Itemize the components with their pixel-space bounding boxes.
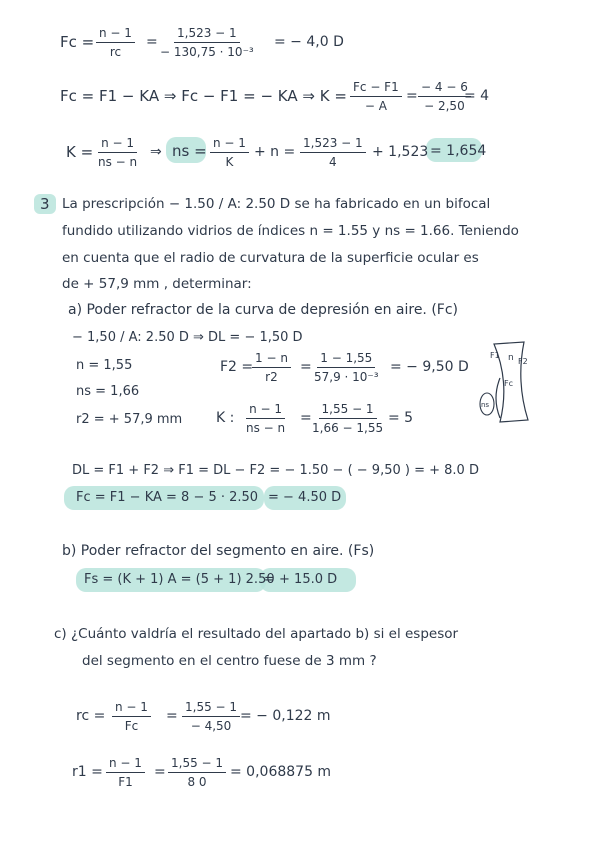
fraction-numerator: Fc − F1 <box>350 80 402 97</box>
part-a-r2: r2 = + 57,9 mm <box>76 412 183 427</box>
rc-fraction-2 <box>182 700 240 733</box>
fc-result: = − 4.50 D <box>268 490 342 505</box>
line3-ns: ns = <box>172 142 207 160</box>
part-a-n: n = 1,55 <box>76 358 133 373</box>
rc-lhs: rc = <box>76 708 106 724</box>
fraction-numerator: 1 − 1,55 <box>317 351 375 368</box>
line2-result: = 4 <box>464 88 490 104</box>
diagram-f2: F2 <box>518 357 528 366</box>
f2-equals: = <box>300 359 312 375</box>
rc-result: = − 0,122 m <box>240 708 331 724</box>
f2-lhs: F2 = <box>220 359 254 375</box>
r1-fraction-1 <box>106 756 145 789</box>
line1-lhs: Fc = <box>60 33 95 51</box>
fraction-denominator: 57,9 · 10⁻³ <box>314 370 379 384</box>
rc-equals: = <box>166 708 178 724</box>
fraction-denominator: − 130,75 · 10⁻³ <box>160 45 254 59</box>
fs-result: = + 15.0 D <box>264 572 338 587</box>
line2-fraction-1 <box>350 80 402 113</box>
fraction-denominator: K <box>225 155 234 169</box>
part-b-title: b) Poder refractor del segmento en aire. (Fs) <box>62 543 375 559</box>
fraction-denominator: 4 <box>329 155 337 169</box>
fraction-denominator: F1 <box>118 775 133 789</box>
fraction-numerator: n − 1 <box>96 26 135 43</box>
fraction-denominator: 8 0 <box>187 775 207 789</box>
f2-result: = − 9,50 D <box>390 359 469 375</box>
dl-line: DL = F1 + F2 ⇒ F1 = DL − F2 = − 1.50 − ( − 9,50 ) = + 8.0 D <box>72 463 479 478</box>
r1-lhs: r1 = <box>72 764 103 780</box>
part-c-title: c) ¿Cuánto valdría el resultado del apartado b) si el espesor <box>54 626 459 642</box>
line3-fraction-3 <box>300 136 366 169</box>
fraction-denominator: rc <box>109 45 122 59</box>
r1-result: = 0,068875 m <box>230 764 332 780</box>
fraction-denominator: 1,66 − 1,55 <box>312 421 384 435</box>
fraction-numerator: 1,523 − 1 <box>174 26 240 43</box>
k-equals: = <box>300 410 312 426</box>
r1-fraction-2 <box>168 756 226 789</box>
line1-fraction-2 <box>160 26 254 59</box>
part-a-ns: ns = 1,66 <box>76 384 140 399</box>
problem-line-1: La prescripción − 1.50 / A: 2.50 D se ha fabricado en un bifocal <box>62 196 491 212</box>
part-a-title: a) Poder refractor de la curva de depresión en aire. (Fc) <box>68 302 459 318</box>
fraction-numerator: n − 1 <box>246 402 285 419</box>
line2-derivation: Fc = F1 − KA ⇒ Fc − F1 = − KA ⇒ K = <box>60 87 347 105</box>
fraction-numerator: 1 − n <box>252 351 291 368</box>
line2-equals: = <box>406 88 418 104</box>
line1-equals: = <box>146 34 158 50</box>
f2-fraction-1 <box>252 351 291 384</box>
segment-outline <box>496 378 500 418</box>
k-fraction-1 <box>246 402 285 435</box>
fraction-denominator: − 4,50 <box>190 719 232 733</box>
fraction-numerator: n − 1 <box>98 136 137 153</box>
diagram-fc: Fc <box>504 379 513 388</box>
fraction-denominator: − 2,50 <box>424 99 465 113</box>
line2-fraction-2 <box>418 80 471 113</box>
fraction-numerator: 1,55 − 1 <box>182 700 240 717</box>
fraction-denominator: Fc <box>124 719 139 733</box>
part-a-given: − 1,50 / A: 2.50 D ⇒ DL = − 1,50 D <box>72 330 303 345</box>
k-lhs: K : <box>216 410 235 426</box>
line3-plus-n: + n = <box>254 144 296 160</box>
fraction-numerator: n − 1 <box>112 700 151 717</box>
k-result: = 5 <box>388 410 414 426</box>
r1-equals: = <box>154 764 166 780</box>
line3-fraction-1 <box>98 136 137 169</box>
line1-result: = − 4,0 D <box>274 34 344 50</box>
fraction-numerator: − 4 − 6 <box>418 80 471 97</box>
fs-equation: Fs = (K + 1) A = (5 + 1) 2.50 <box>84 572 275 587</box>
problem-line-4: de + 57,9 mm , determinar: <box>62 276 252 292</box>
line1-fraction-1 <box>96 26 135 59</box>
fraction-numerator: 1,55 − 1 <box>168 756 226 773</box>
k-fraction-2 <box>312 402 383 435</box>
problem-number: 3 <box>40 195 50 213</box>
part-c-title-2: del segmento en el centro fuese de 3 mm ? <box>82 653 377 669</box>
fraction-numerator: 1,523 − 1 <box>300 136 366 153</box>
fraction-denominator: − A <box>364 99 387 113</box>
bifocal-lens-diagram <box>474 338 532 426</box>
diagram-f1: F1 <box>490 351 500 360</box>
problem-line-2: fundido utilizando vidrios de índices n = 1.55 y ns = 1.66. Teniendo <box>62 223 519 239</box>
problem-line-3: en cuenta que el radio de curvatura de la superficie ocular es <box>62 250 479 266</box>
rc-fraction-1 <box>112 700 151 733</box>
f2-fraction-2 <box>314 351 379 384</box>
fraction-denominator: ns − n <box>246 421 286 435</box>
line3-result: = 1,654 <box>430 143 487 159</box>
fraction-numerator: 1,55 − 1 <box>319 402 377 419</box>
line3-plus-1523: + 1,523 <box>372 144 429 160</box>
line3-arrow: ⇒ <box>150 144 162 160</box>
fraction-numerator: n − 1 <box>106 756 145 773</box>
fraction-denominator: r2 <box>265 370 278 384</box>
line3-fraction-2 <box>210 136 249 169</box>
diagram-ns: ns <box>481 401 490 409</box>
fc-equation: Fc = F1 − KA = 8 − 5 · 2.50 <box>76 490 259 505</box>
fraction-numerator: n − 1 <box>210 136 249 153</box>
diagram-n: n <box>508 353 514 363</box>
fraction-denominator: ns − n <box>98 155 138 169</box>
line3-k: K = <box>66 143 94 161</box>
